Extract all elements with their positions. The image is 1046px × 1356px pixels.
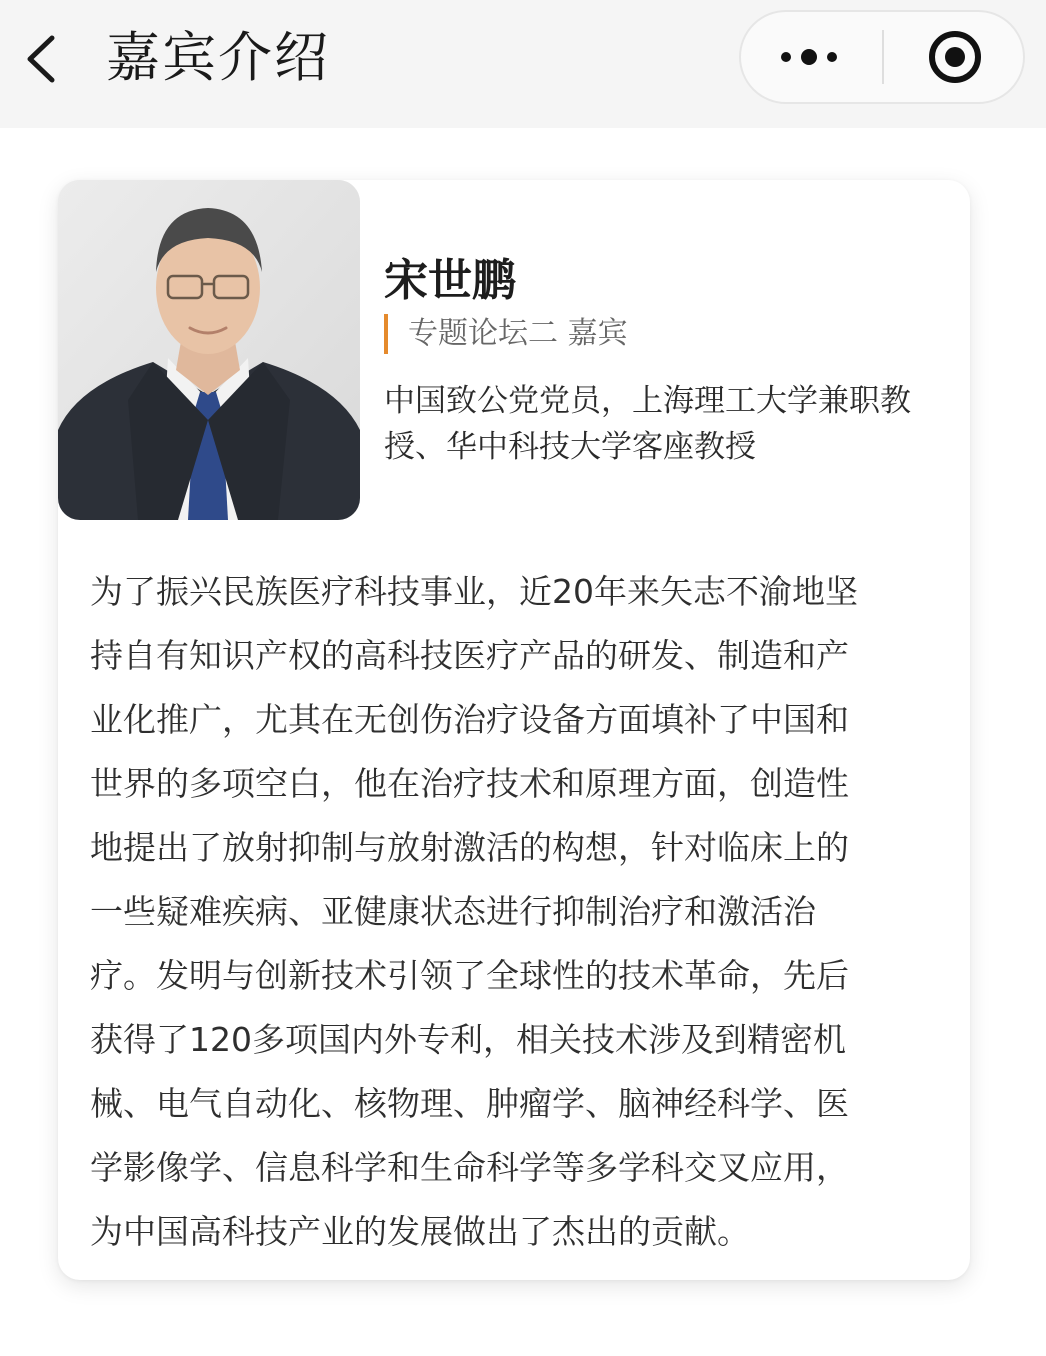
chevron-left-icon <box>18 28 78 88</box>
speaker-title <box>384 378 954 470</box>
speaker-name: 宋世鹏 <box>384 255 516 306</box>
close-button[interactable] <box>887 12 1023 102</box>
speaker-role: 专题论坛二 嘉宾 <box>384 314 628 354</box>
bio-line: 一些疑难疾病、亚健康状态进行抑制治疗和激活治 <box>90 892 816 931</box>
bio-line: 械、电气自动化、核物理、肿瘤学、脑神经科学、医 <box>90 1084 849 1123</box>
bio-line: 为了振兴民族医疗科技事业，近20年来矢志不渝地坚 <box>90 572 858 611</box>
back-button[interactable] <box>18 28 78 88</box>
more-button[interactable] <box>741 12 881 102</box>
bio-line: 地提出了放射抑制与放射激活的构想，针对临床上的 <box>90 828 849 867</box>
capsule-divider <box>882 30 884 84</box>
more-dots-icon <box>776 45 846 69</box>
page-title: 嘉宾介绍 <box>106 26 330 89</box>
portrait-image <box>58 180 360 520</box>
mini-program-capsule <box>739 10 1025 104</box>
speaker-title-line: 中国致公党党员，上海理工大学兼职教 <box>384 383 911 419</box>
speaker-photo <box>58 180 360 520</box>
bio-line: 世界的多项空白，他在治疗技术和原理方面，创造性 <box>90 764 849 803</box>
speaker-bio <box>90 560 940 1264</box>
bio-line: 为中国高科技产业的发展做出了杰出的贡献。 <box>90 1212 750 1251</box>
bio-line: 学影像学、信息科学和生命科学等多学科交叉应用， <box>90 1148 849 1187</box>
bio-line: 业化推广，尤其在无创伤治疗设备方面填补了中国和 <box>90 700 849 739</box>
navigation-bar <box>0 0 1046 128</box>
bio-line: 获得了120多项国内外专利，相关技术涉及到精密机 <box>90 1020 846 1059</box>
target-close-icon <box>926 28 984 86</box>
bio-line: 疗。发明与创新技术引领了全球性的技术革命，先后 <box>90 956 849 995</box>
speaker-title-line: 授、华中科技大学客座教授 <box>384 429 756 465</box>
bio-line: 持自有知识产权的高科技医疗产品的研发、制造和产 <box>90 636 849 675</box>
speaker-card <box>58 180 970 1280</box>
